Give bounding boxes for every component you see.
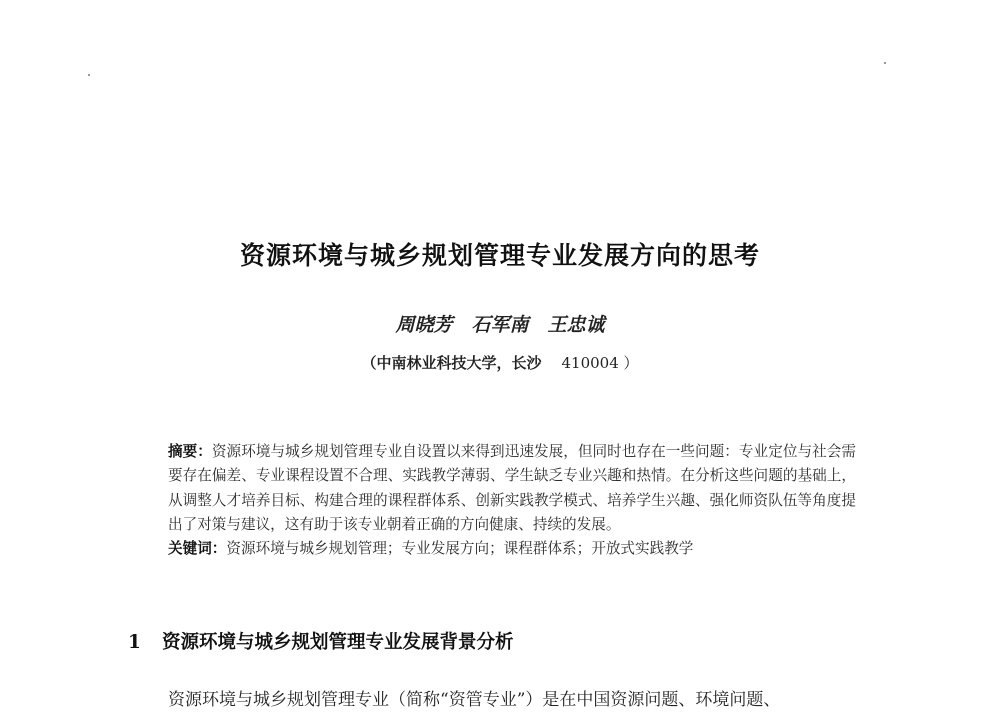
abstract-text: 资源环境与城乡规划管理专业自设置以来得到迅速发展，但同时也存在一些问题：专业定位与社会需要存在偏差、专业课程设置不合理、实践教学薄弱、学生缺乏专业兴趣和热情。在分析这些问题的基础上，从调整人才培养目标、构建合理的课程群体系、创新实践教学模式、培养学生兴趣、强化师资队伍等角度提出了对策与建议，这有助于该专业朝着正确的方向健康、持续的发展。 xyxy=(168,443,856,533)
abstract-label: 摘要： xyxy=(168,443,212,460)
abstract-block xyxy=(168,440,856,561)
paper-authors: 周晓芳 石军南 王忠诚 xyxy=(395,314,605,336)
keywords-label: 关键词： xyxy=(168,540,227,558)
scan-speck xyxy=(884,62,886,64)
paper-affiliation xyxy=(0,352,1000,373)
scan-speck xyxy=(88,74,90,76)
keywords-paragraph xyxy=(168,537,856,561)
affiliation-postcode: 410004 ） xyxy=(561,354,639,372)
affiliation-institution: （中南林业科技大学，长沙 xyxy=(361,354,542,372)
keywords-text: 资源环境与城乡规划管理；专业发展方向；课程群体系；开放式实践教学 xyxy=(226,540,694,558)
section-title: 资源环境与城乡规划管理专业发展背景分析 xyxy=(162,632,514,653)
section-number: 1 xyxy=(128,632,141,653)
section-heading xyxy=(128,628,514,654)
paper-title: 资源环境与城乡规划管理专业发展方向的思考 xyxy=(239,241,760,270)
abstract-paragraph xyxy=(168,440,856,537)
body-paragraph: 资源环境与城乡规划管理专业（简称“资管专业”）是在中国资源问题、环境问题、 xyxy=(168,690,781,710)
